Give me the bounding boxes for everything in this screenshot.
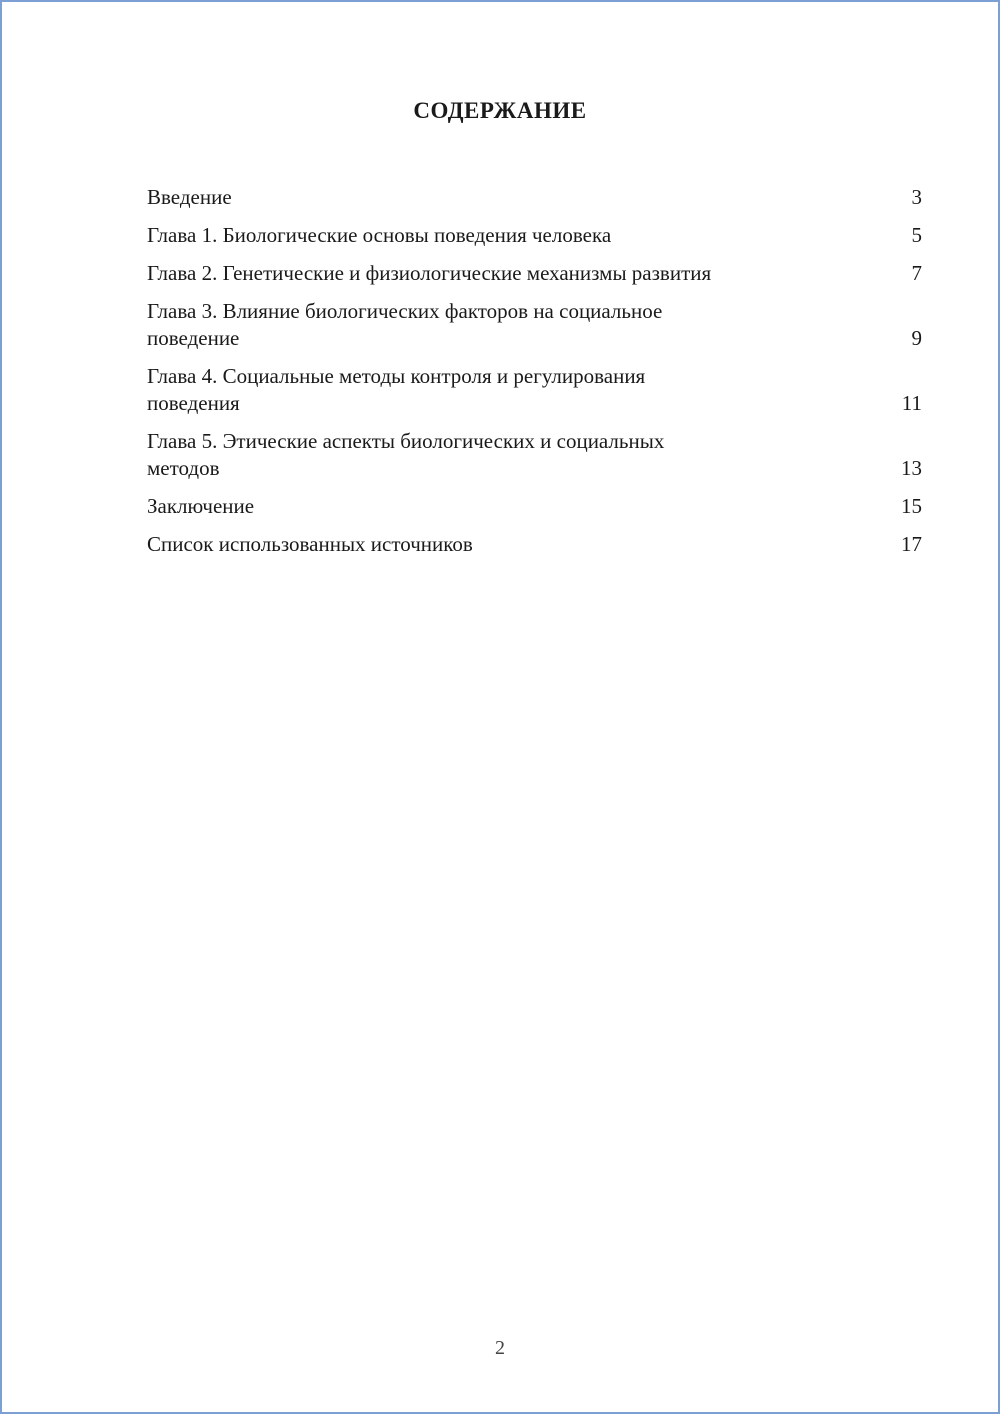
toc-entry xyxy=(147,260,922,287)
toc-entry xyxy=(147,363,922,417)
footer-page-number: 2 xyxy=(495,1337,505,1359)
toc-entry-line: методов xyxy=(147,456,220,480)
toc-entry-label xyxy=(147,260,711,287)
toc-entry-label xyxy=(147,363,645,417)
toc-entry-line: Глава 2. Генетические и физиологические механизмы развития xyxy=(147,261,712,285)
toc-entry-page: 11 xyxy=(901,391,922,415)
toc-entry-page: 17 xyxy=(901,532,922,556)
toc-entry-line: Заключение xyxy=(147,494,255,518)
toc-entry-label xyxy=(147,531,473,558)
toc-entry xyxy=(147,184,922,211)
toc-entry-page: 13 xyxy=(901,456,922,480)
toc-entry-page: 3 xyxy=(911,185,922,209)
toc-entry-line: поведения xyxy=(147,391,240,415)
toc-entry-page: 9 xyxy=(911,326,922,350)
toc-entry-page: 5 xyxy=(911,223,922,247)
toc-entry-line: Глава 3. Влияние биологических факторов на социальное xyxy=(147,299,663,323)
toc-entry-line: Глава 4. Социальные методы контроля и регулирования xyxy=(147,364,646,388)
toc-entry-label xyxy=(147,428,664,482)
toc-entry-line: поведение xyxy=(147,326,240,350)
toc-entry-line: Глава 5. Этические аспекты биологических и социальных xyxy=(147,429,665,453)
toc-entry-line: Введение xyxy=(147,185,232,209)
toc-entry xyxy=(147,428,922,482)
toc-entry xyxy=(147,222,922,249)
page-title: СОДЕРЖАНИЕ xyxy=(413,98,587,123)
toc-entry xyxy=(147,298,922,352)
toc-entry-label xyxy=(147,493,254,520)
toc-entry-line: Список использованных источников xyxy=(147,532,473,556)
toc-entry-label xyxy=(147,298,662,352)
table-of-contents xyxy=(147,184,922,558)
toc-entry-label xyxy=(147,222,611,249)
toc-entry-label xyxy=(147,184,232,211)
toc-entry xyxy=(147,531,922,558)
toc-entry-page: 15 xyxy=(901,494,922,518)
toc-entry-page: 7 xyxy=(911,261,922,285)
toc-entry xyxy=(147,493,922,520)
toc-entry-line: Глава 1. Биологические основы поведения человека xyxy=(147,223,612,247)
